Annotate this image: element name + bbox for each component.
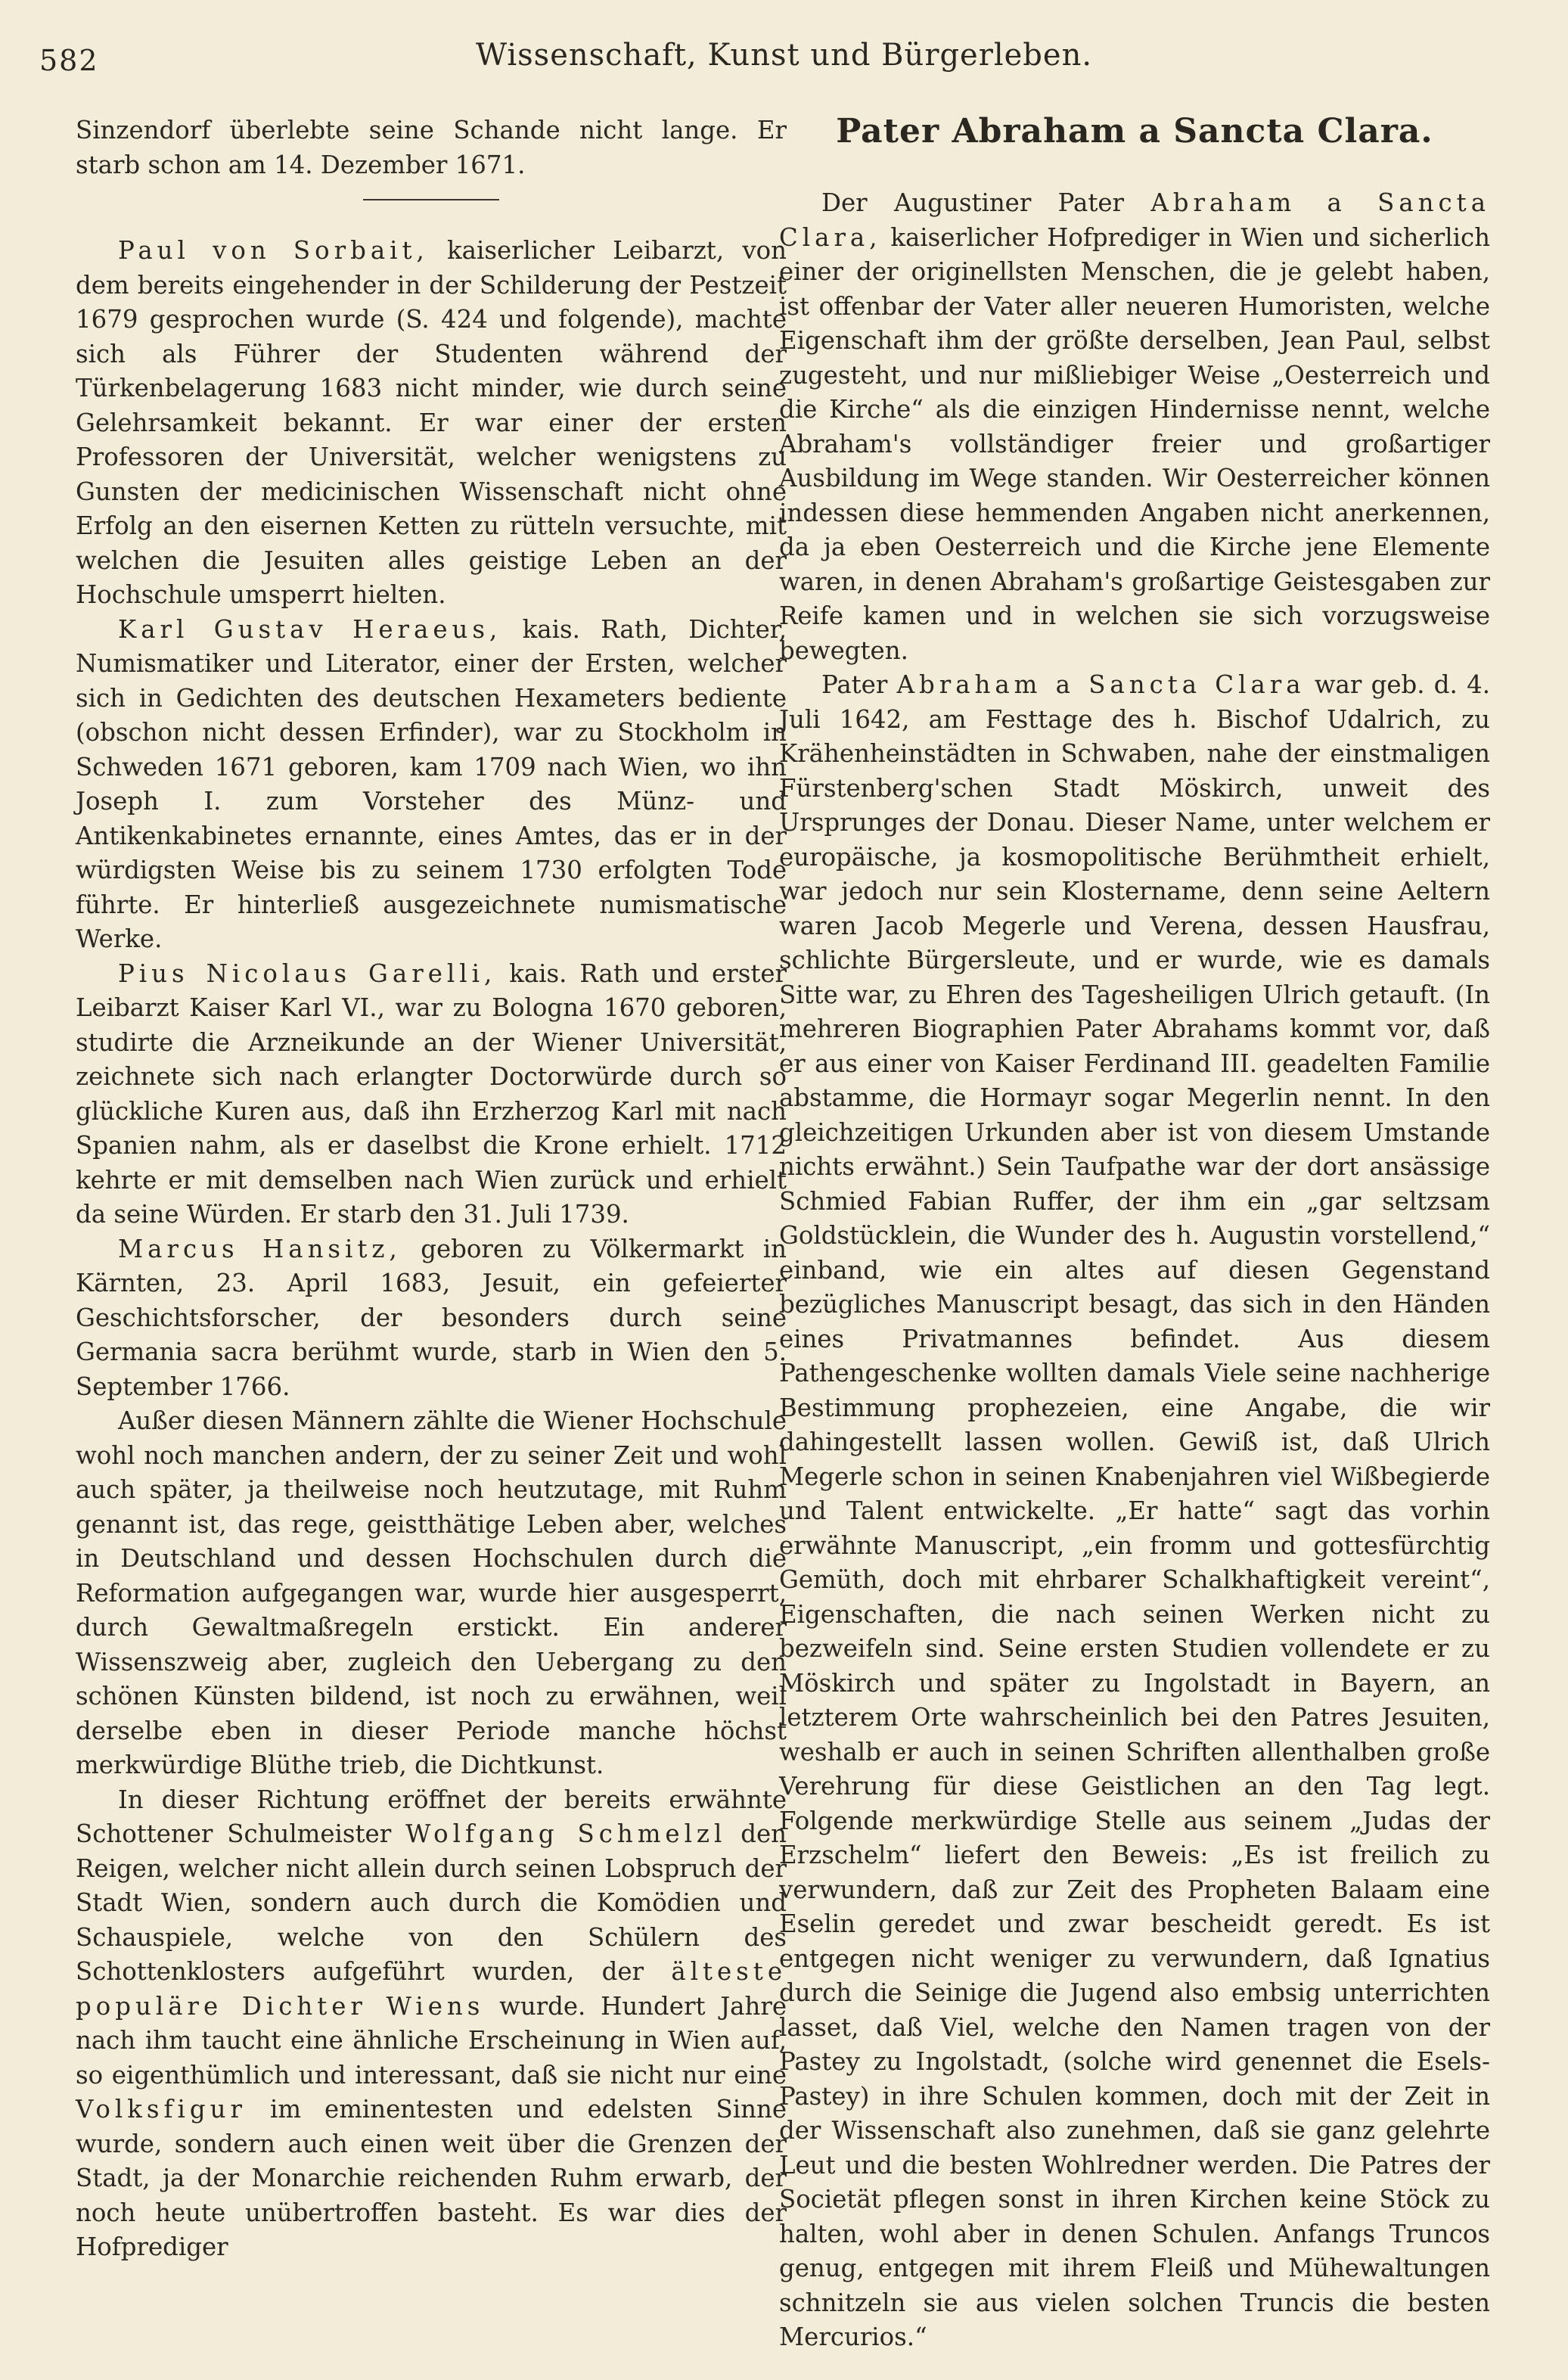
right-column xyxy=(779,113,1490,2355)
paragraph-text: kais. Rath und erster Leibarzt Kaiser Karl VI., war zu Bologna 1670 geboren, studirte die Arzneikunde an der Wiener Universität, zeichnete sich nach erlangter Doctorwürde durch so glückliche Kuren aus, daß ihn Erzherzog Karl mit nach Spanien nahm, als er daselbst die Krone erhielt. 1712 kehrte er mit demselben nach Wien zurück und erhielt da seine Würden. Er starb den 31. Juli 1739. xyxy=(76,959,787,1229)
article-title: Pater Abraham a Sancta Clara. xyxy=(836,112,1433,151)
section-divider xyxy=(363,199,499,200)
paragraph-text: Der Augustiner Pater xyxy=(821,188,1151,217)
paragraph-text: den Reigen, welcher nicht allein durch seinen Lobspruch der Stadt Wien, sondern auch durch die Komödien und Schauspiele, welche von den Schülern des Schottenklosters aufgeführt wurden, der xyxy=(76,1819,787,1986)
page-header xyxy=(0,0,1568,91)
paragraph xyxy=(76,1783,787,2265)
paragraph xyxy=(76,234,787,613)
person-name: Abraham a Sancta Clara xyxy=(896,670,1306,699)
paragraph-text: Pater xyxy=(821,670,897,699)
emphasis: älteste populäre Dichter Wiens xyxy=(76,1957,787,2021)
person-name: Pius Nicolaus Garelli, xyxy=(118,959,497,988)
paragraph-text: In dieser Richtung eröffnet der bereits erwähnte Schottener Schulmeister xyxy=(76,1785,787,1848)
paragraph xyxy=(76,957,787,1232)
paragraph xyxy=(76,1232,787,1405)
paragraph-text: kaiserlicher Leibarzt, von dem bereits eingehender in der Schilderung der Pestzeit 1679 gesprochen wurde (S. 424 und folgende), machte sich als Führer der Studenten während der Türkenbelagerung 1683 nicht minder, wie durch seine Gelehrsamkeit bekannt. Er war einer der ersten Professoren der Universität, welcher wenigstens zu Gunsten der medicinischen Wissenschaft nicht ohne Erfolg an den eisernen Ketten zu rütteln versuchte, mit welchen die Jesuiten alles geistige Leben an der Hochschule umsperrt hielten. xyxy=(76,236,787,609)
paragraph-text: im eminentesten und edelsten Sinne wurde, sondern auch einen weit über die Grenzen der Stadt, ja der Monarchie reichenden Ruhm erwarb, der noch heute unübertroffen basteht. Es war dies der Hofprediger xyxy=(76,2095,787,2261)
page-number: 582 xyxy=(39,44,99,77)
person-name: Karl Gustav Heraeus, xyxy=(118,614,502,644)
person-name: Paul von Sorbait, xyxy=(118,236,429,265)
paragraph-text: war geb. d. 4. Juli 1642, am Festtage des h. Bischof Udalrich, zu Krähenheinstädten in Schwaben, nahe der einstmaligen Fürstenberg'schen Stadt Möskirch, unweit des Ursprunges der Donau. Dieser Name, unter welchem er europäische, ja kosmopolitische Berühmtheit erhielt, war jedoch nur sein Klostername, denn seine Aeltern waren Jacob Megerle und Verena, dessen Hausfrau, schlichte Bürgersleute, und er wurde, wie es damals Sitte war, zu Ehren des Tagesheiligen Ulrich getauft. (In mehreren Biographien Pater Abrahams kommt vor, daß er aus einer von Kaiser Ferdinand III. geadelten Familie abstamme, die Hormayr sogar Megerlin nennt. In den gleichzeitigen Urkunden aber ist von diesem Umstande nichts erwähnt.) Sein Taufpathe war der dort ansässige Schmied Fabian Ruffer, der ihm ein „gar seltzsam Goldstücklein, die Wunder des h. Augustin vorstellend,“ einband, wie ein altes auf diesen Gegenstand bezügliches Manuscript besagt, das sich in den Händen eines Privatmannes befindet. Aus diesem Pathengeschenke wollten damals Viele seine nachherige Bestimmung prophezeien, eine Angabe, die wir dahingestellt lassen wollen. Gewiß ist, daß Ulrich Megerle schon in seinen Knabenjahren viel Wißbegierde und Talent entwickelte. „Er hatte“ sagt das vorhin erwähnte Manuscript, „ein fromm und gottesfürchtig Gemüth, doch mit ehrbarer Schalkhaftigkeit vereint“, Eigenschaften, die nach seinen Werken nicht zu bezweifeln sind. Seine ersten Studien vollendete er zu Möskirch und später zu Ingolstadt in Bayern, an letzterem Orte wahrscheinlich bei den Patres Jesuiten, weshalb er auch in seinen Schriften allenthalben große Verehrung für diese Geistlichen an den Tag legt. Folgende merkwürdige Stelle aus seinem „Judas der Erzschelm“ liefert den Beweis: „Es ist freilich zu verwundern, daß zur Zeit des Propheten Balaam eine Eselin geredet und zwar bescheidt geredt. Es ist entgegen nicht weniger zu verwundern, daß Ignatius durch die Seinige die Jugend also embsig unterrichten lasset, daß Viel, welche den Namen tragen von der Pastey zu Ingolstadt, (solche wird genennet die Esels-Pastey) in ihre Schulen kommen, doch mit der Zeit in der Wissenschaft also zunehmen, daß sie ganz gelehrte Leut und die besten Wohlredner werden. Die Patres der Societät pflegen sonst in ihren Kirchen keine Stöck zu halten, wohl aber in denen Schulen. Anfangs Truncos genug, entgegen mit ihrem Fleiß und Mühewaltungen schnitzeln sie aus vielen solchen Truncis die besten Mercurios.“ xyxy=(779,670,1490,2351)
person-name: Wolfgang Schmelzl xyxy=(405,1819,727,1848)
paragraph-text: wurde. Hundert Jahre nach ihm taucht eine ähnliche Erscheinung in Wien auf, so eigenthümlich und interessant, daß sie nicht nur eine xyxy=(76,1991,787,2089)
person-name: Abraham a Sancta Clara, xyxy=(779,188,1491,252)
paragraph: Außer diesen Männern zählte die Wiener Hochschule wohl noch manchen andern, der zu seiner Zeit und wohl auch später, ja theilweise noch heutzutage, mit Ruhm genannt ist, das rege, geistthätige Leben aber, welches in Deutschland und dessen Hochschulen durch die Reformation aufgegangen war, wurde hier ausgesperrt, durch Gewaltmaßregeln erstickt. Ein anderer Wissenszweig aber, zugleich den Uebergang zu den schönen Künsten bildend, ist noch zu erwähnen, weil derselbe eben in dieser Periode manche höchst merkwürdige Blüthe trieb, die Dichtkunst. xyxy=(76,1406,787,1779)
paragraph xyxy=(779,668,1490,2355)
paragraph xyxy=(779,186,1490,668)
paragraph-text: kais. Rath, Dichter, Numismatiker und Literator, einer der Ersten, welcher sich in Gedichten des deutschen Hexameters bediente (obschon nicht dessen Erfinder), war zu Stockholm in Schweden 1671 geboren, kam 1709 nach Wien, wo ihn Joseph I. zum Vorsteher des Münz- und Antikenkabinetes ernannte, eines Amtes, das er in der würdigsten Weise bis zu seinem 1730 erfolgten Tode führte. Er hinterließ ausgezeichnete numismatische Werke. xyxy=(76,614,787,953)
person-name: Marcus Hansitz, xyxy=(118,1234,402,1263)
paragraph-text: geboren zu Völkermarkt in Kärnten, 23. April 1683, Jesuit, ein gefeierter Geschichtsforscher, der besonders durch seine Germania sacra berühmt wurde, starb in Wien den 5. September 1766. xyxy=(76,1234,787,1401)
running-title: Wissenschaft, Kunst und Bürgerleben. xyxy=(475,38,1093,73)
left-column xyxy=(76,113,787,2265)
paragraph: Sinzendorf überlebte seine Schande nicht lange. Er starb schon am 14. Dezember 1671. xyxy=(76,116,787,179)
paragraph-text: kaiserlicher Hofprediger in Wien und sicherlich einer der originellsten Menschen, die je gelebt haben, ist offenbar der Vater aller neueren Humoristen, welche Eigenschaft ihm der größte derselben, Jean Paul, selbst zugesteht, und nur mißliebiger Weise „Oesterreich und die Kirche“ als die einzigen Hindernisse nennt, welche Abraham's vollständiger freier und großartiger Ausbildung im Wege standen. Wir Oesterreicher können indessen diese hemmenden Angaben nicht anerkennen, da ja eben Oesterreich und die Kirche jene Elemente waren, in denen Abraham's großartige Geistesgaben zur Reife kamen und in welchen sie sich vorzugsweise bewegten. xyxy=(779,222,1490,665)
paragraph xyxy=(76,613,787,957)
emphasis: Volksfigur xyxy=(76,2095,247,2124)
